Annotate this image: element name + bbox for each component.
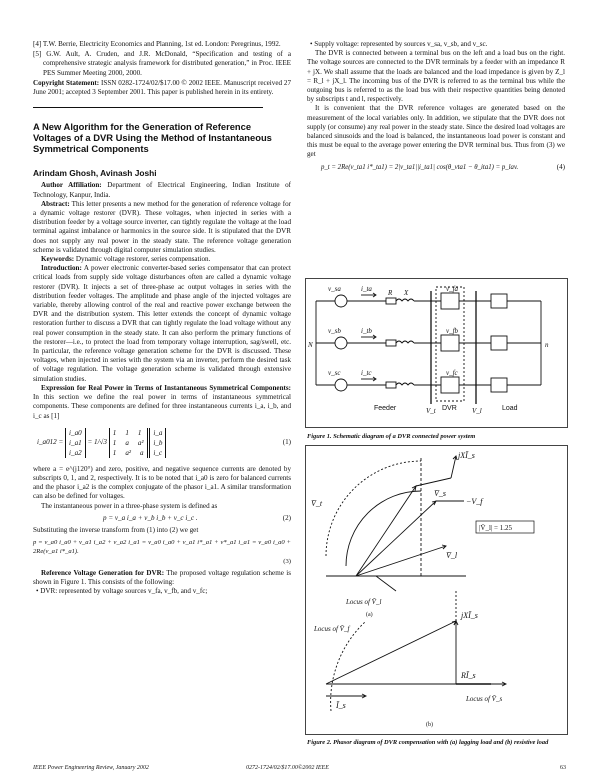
- label-n: N: [308, 341, 313, 349]
- figure-2-caption: Figure 2. Phasor diagram of DVR compensation with (a) lagging load and (b) resistive load: [307, 739, 549, 746]
- keywords-label: Keywords:: [41, 255, 75, 264]
- left-column: [33, 40, 291, 596]
- equation-3: [33, 538, 291, 566]
- label-is-b: Ī_s: [336, 701, 346, 710]
- locus-vl-arc-a: [326, 461, 421, 556]
- figure-2-frame: [305, 445, 568, 735]
- eq1-lhs-2: i_a2: [69, 448, 82, 457]
- convenience-paragraph: It is convenient that the DVR reference voltages are generated based on the measurement of the local variables only. In addition, we stipulate that the DVR does not supply (or consume) any real power in the steady state. Since the desired load voltages are balanced sinusoids and the load is balanced, the instantaneous load power is constant and this must be equal to the average power entering the DVR terminal bus. Thus from (3) we get: [307, 104, 565, 159]
- label-vl-a: V̄_l: [446, 551, 458, 560]
- eq1-lhs-1: i_a1: [69, 438, 82, 447]
- label-locus-vf: Locus of V̄_f: [314, 625, 350, 633]
- eq1-rhs-0: i_a: [153, 428, 163, 437]
- figure-1-frame: [305, 278, 568, 428]
- equation-2: [33, 514, 291, 523]
- label-locus-vs: Locus of V̄_s: [466, 695, 503, 703]
- equation-4: [307, 163, 565, 172]
- keywords-text: Dynamic voltage restorer, series compensation.: [74, 255, 211, 264]
- label-vt: V_t: [426, 407, 436, 415]
- page-number: 63: [560, 765, 566, 771]
- affiliation-text: Department of Electrical Engineering, Indian Institute of Technology, Kanpur, India.: [33, 181, 292, 199]
- eq1-lhs-0: i_a0: [69, 428, 82, 437]
- eq4-body: p_t = 2Re(v_ta1 i*_ta1) = 2|v_ta1||i_ta1| cos(θ_vta1 − θ_ita1) = p_lav.: [321, 163, 519, 171]
- footer-issn: 0272-1724/02/$17.00©2002 IEEE: [246, 765, 329, 771]
- figure-1-schematic: [306, 279, 567, 427]
- eq3-number: (3): [283, 557, 291, 565]
- copyright-text: ISSN 0282-1724/02/$17.00 © 2002 IEEE. Manuscript received 27 June 2001; accepted 3 September 2001. This paper is published herein in its entirety.: [33, 78, 291, 97]
- locus-arc-inner-a: [346, 491, 421, 566]
- label-vsc: v_sc: [328, 369, 341, 377]
- copyright-label: Copyright Statement:: [33, 78, 100, 87]
- label-part-b: (b): [426, 722, 433, 728]
- label-ri-b: RĪ_s: [461, 671, 476, 680]
- label-vfb: v_fb: [446, 327, 459, 335]
- label-r: R: [388, 289, 393, 297]
- ref-gen-label: Reference Voltage Generation for DVR:: [41, 568, 165, 577]
- introduction-text: A power electronic converter-based series compensator that can protect critical loads from supply side voltage disturbances often are called a dynamic voltage restorer (DVR). It injects a set of three-phase ac output voltages in series with the distribution feeder voltages. The amplitude and phase angle of the injected voltages are variable, thereby allowing control of the real and reactive power exchange between the DVR and the distribution system. This letter extends the concept of dynamic voltage restoration further to discuss a DVR that can tightly regulate the load voltage without any real power consumption in the steady state. It can also perform the primary functions of the restorer—i.e., to protect the load from temporary voltage interruption, sag/swell, etc. In particular, the reference voltage generation scheme for the DVR is discussed. These voltages, when injected in series with the system via an inverter, perform the desired task of voltage regulation. The voltage generation scheme is validated through extensive simulation studies.: [33, 264, 291, 383]
- m12: a²: [137, 438, 144, 447]
- reference-4: [4] T.W. Berrie, Electricity Economics and Planning, 1st ed. London: Peregrinus, 1992.: [33, 40, 281, 48]
- eq4-number: (4): [556, 162, 565, 171]
- label-ita: i_ta: [361, 285, 372, 293]
- footer-journal: IEEE Power Engineering Review, January 2002: [33, 765, 149, 771]
- m20: 1: [112, 448, 117, 457]
- equation-1: i_a012 = i_a0 i_a1 i_a2 = 1/√3 1 1 1 1 a a² 1 a² a i_a i_b i_c (1): [37, 428, 291, 457]
- introduction: [33, 264, 291, 384]
- expression-label: Expression for Real Power in Terms of Instantaneous Symmetrical Components:: [41, 383, 291, 392]
- bullet-supply: • Supply voltage: represented by sources v_sa, v_sb, and v_sc.: [310, 40, 488, 48]
- introduction-label: Introduction:: [41, 264, 82, 273]
- figure-2-phasor-diagram: [306, 446, 567, 734]
- label-locus-vl: Locus of V̄_l: [346, 598, 382, 606]
- m21: a²: [125, 448, 131, 457]
- label-part-a: (a): [366, 612, 373, 618]
- figure-1-caption: Figure 1. Schematic diagram of a DVR connected power system: [307, 433, 476, 440]
- label-itc: i_tc: [361, 369, 372, 377]
- eq3-body: p = v_a0 i_a0 + v_a1 i_a2 + v_a2 i_a1 = v_a0 i_a0 + v_a1 i*_a1 + v*_a1 i_a1 = v_a0 i_a0 + 2Re(v_a1 i*_a1).: [33, 539, 291, 556]
- eq1-number: (1): [282, 438, 291, 447]
- m11: a: [125, 438, 129, 447]
- label-vf-a: −V_f: [466, 497, 483, 506]
- label-x: X: [404, 289, 409, 297]
- phase-row-c: [316, 377, 541, 393]
- copyright-statement: [33, 79, 291, 97]
- label-jxi-b: jXĪ_s: [461, 611, 478, 620]
- eq2-body: p = v_a i_a + v_b i_b + v_c i_c .: [103, 513, 198, 522]
- bullet-dvr-text: DVR: represented by voltage sources v_fa, v_fb, and v_fc;: [40, 587, 208, 596]
- title-rule: [33, 107, 263, 108]
- eq1-coef: 1/√3: [94, 438, 107, 447]
- article-authors: Arindam Ghosh, Avinash Joshi: [33, 168, 157, 179]
- keywords: [33, 255, 291, 264]
- m02: 1: [137, 428, 142, 437]
- reference-5: [5] G.W. Ault, A. Cruden, and J.R. McDonald, “Specification and testing of a comprehensive strategic analysis framework for distributed generation,” in Proc. IEEE PES Summer Meeting 2000, 2000.: [33, 50, 291, 77]
- label-jxi-a: jXĪ_s: [458, 451, 475, 460]
- label-n2: n: [545, 341, 549, 349]
- eq1-rhs-1: i_b: [153, 438, 163, 447]
- affiliation-label: Author Affiliation:: [41, 181, 102, 190]
- label-feeder: Feeder: [374, 405, 397, 412]
- label-vsb: v_sb: [328, 327, 341, 335]
- label-itb: i_tb: [361, 327, 372, 335]
- abstract-text: This letter presents a new method for the generation of reference voltage for a dynamic voltage restorer (DVR). These voltages, when injected in series with a distribution feeder by a voltage source inverter, can tightly regulate the voltage at the load terminal against imbalance or harmonics in the source side. It is stipulated that the DVR does not supply any real power in the steady state. The reference voltage generation scheme is validated through digital computer simulation studies.: [33, 199, 291, 254]
- m01: 1: [125, 428, 129, 437]
- reference-generation: [33, 569, 291, 587]
- label-dvr: DVR: [442, 405, 457, 412]
- eq1-rhs-2: i_c: [153, 448, 162, 457]
- article-title: A New Algorithm for the Generation of Reference Voltages of a DVR Using the Method of Instantaneous Symmetrical Components: [33, 121, 272, 155]
- eq2-number: (2): [282, 513, 291, 522]
- label-vsa: v_sa: [328, 285, 341, 293]
- abstract: [33, 200, 291, 255]
- substitution-text: Substituting the inverse transform from (1) into (2) we get: [33, 525, 199, 534]
- phase-row-b: [316, 335, 541, 351]
- eq1-lhs: i_a012 =: [37, 438, 64, 447]
- label-vs-a: V̄_s: [434, 489, 446, 498]
- label-magnitude: |V̄_l| = 1.25: [479, 524, 513, 532]
- label-vt-a: V̄_t: [311, 499, 323, 508]
- eq1-matrix: [109, 428, 148, 458]
- dvr-connection-paragraph: The DVR is connected between a terminal bus on the left and a load bus on the right. The voltage sources are connected to the DVR terminals by a feeder with an impedance R + jX. We shall assume that the loads are balanced and the load impedance is given by Z_l = R_l + jX_l. The incoming bus of the DVR is referred to as the terminal bus while the outgoing bus is referred to as the load bus with their respective quantities being denoted by subscripts t and l, respectively.: [307, 49, 565, 104]
- ref-gen-text: The proposed voltage regulation scheme is shown in Figure 1. This consists of the following:: [33, 568, 291, 586]
- eq1-lhs-vector: [65, 428, 86, 458]
- locus-vl-arc-b: [331, 621, 366, 711]
- eq1-rhs-vector: [149, 428, 166, 458]
- phase-row-a: [316, 293, 541, 309]
- label-vfa: v_fa: [446, 285, 459, 293]
- label-load: Load: [502, 405, 518, 412]
- bullet-supply-text: Supply voltage: represented by sources v_sa, v_sb, and v_sc.: [314, 40, 488, 48]
- abstract-label: Abstract:: [41, 199, 70, 208]
- expression-text: In this section we define the real power in terms of instantaneous symmetrical components. These components are defined for three instantaneous currents i_a, i_b, and i_c as [1]: [33, 393, 291, 420]
- affiliation: [33, 181, 291, 199]
- m22: a: [140, 448, 144, 457]
- bullet-dvr: • DVR: represented by voltage sources v_fa, v_fb, and v_fc;: [36, 587, 208, 596]
- m10: 1: [112, 438, 117, 447]
- expression-section: [33, 384, 291, 421]
- m00: 1: [112, 428, 117, 437]
- label-vfc: v_fc: [446, 369, 458, 377]
- label-vl: V_l: [472, 407, 482, 415]
- power-intro: The instantaneous power in a three-phase system is defined as: [41, 501, 218, 510]
- after-eq1: where a = e^(j120°) and zero, positive, and negative sequence currents are denoted by subscripts 0, 1, and 2, respectively. It is to be noted that i_a0 is zero for balanced currents and the phasor i_a2 is the complex conjugate of the phasor i_a1. A similar transformation can also be defined for voltages.: [33, 464, 291, 501]
- right-column: [307, 40, 565, 175]
